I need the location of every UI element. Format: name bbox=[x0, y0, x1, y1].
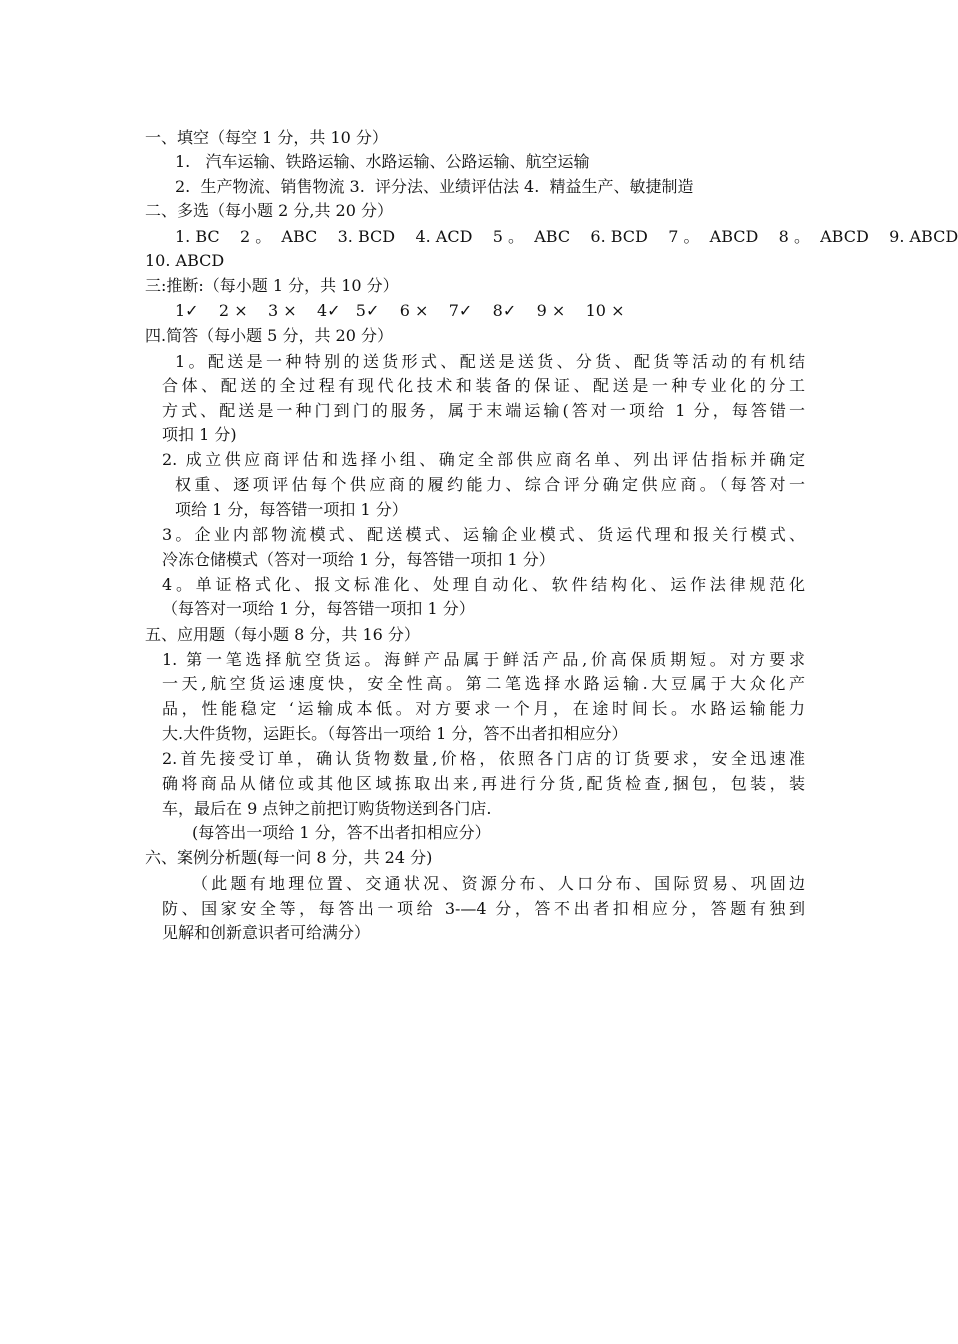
section-4-answer-2-line2: 权重、逐项评估每个供应商的履约能力、综合评分确定供应商。（每答对一 bbox=[175, 475, 805, 494]
section-4-answer-1-line3: 方式、配送是一种门到门的服务，属于末端运输(答对一项给 1 分，每答错一 bbox=[162, 401, 805, 420]
section-5-answer-1-line3: 品，性能稳定 ‘运输成本低。对方要求一个月，在途时间长。水路运输能力 bbox=[162, 699, 805, 718]
section-4-heading: 四.简答（每小题 5 分，共 20 分） bbox=[145, 326, 393, 345]
section-4-answer-4-line2: （每答对一项给 1 分，每答错一项扣 1 分） bbox=[162, 599, 475, 618]
section-2-answers-line1: 1. BC 2 。 ABC 3. BCD 4. ACD 5 。 ABC 6. BCD 7 。 ABCD 8 。 ABCD 9. ABCD bbox=[175, 227, 958, 246]
section-4-answer-1-line2: 合体、配送的全过程有现代化技术和装备的保证、配送是一种专业化的分工 bbox=[162, 376, 805, 395]
section-1-q1: 1. 汽车运输、铁路运输、水路运输、公路运输、航空运输 bbox=[175, 152, 590, 171]
section-2-heading: 二、多选（每小题 2 分,共 20 分） bbox=[145, 201, 393, 220]
section-5-heading: 五、应用题（每小题 8 分，共 16 分） bbox=[145, 625, 420, 644]
section-3-answers: 1✓ 2 × 3 × 4✓ 5✓ 6 × 7✓ 8✓ 9 × 10 × bbox=[175, 301, 625, 320]
section-6-line1: （此题有地理位置、交通状况、资源分布、人口分布、国际贸易、巩固边 bbox=[192, 874, 805, 893]
section-5-answer-2-line1: 2.首先接受订单，确认货物数量,价格，依照各门店的订货要求，安全迅速准 bbox=[162, 749, 805, 768]
section-6-line2: 防、国家安全等，每答出一项给 3-—4 分，答不出者扣相应分，答题有独到 bbox=[162, 899, 805, 918]
section-1-heading: 一、填空（每空 1 分，共 10 分） bbox=[145, 128, 388, 147]
section-5-answer-1-line2: 一天,航空货运速度快，安全性高。第二笔选择水路运输.大豆属于大众化产 bbox=[162, 674, 805, 693]
section-4-answer-3-line1: 3。企业内部物流模式、配送模式、运输企业模式、货运代理和报关行模式、 bbox=[162, 525, 805, 544]
section-5-answer-2-line4: (每答出一项给 1 分，答不出者扣相应分） bbox=[192, 823, 491, 842]
section-6-line3: 见解和创新意识者可给满分） bbox=[162, 923, 371, 942]
section-5-answer-2-line2: 确将商品从储位或其他区域拣取出来,再进行分货,配货检查,捆包，包装，装 bbox=[162, 774, 805, 793]
section-5-answer-1-line4: 大.大件货物，运距长。（每答出一项给 1 分，答不出者扣相应分） bbox=[162, 724, 628, 743]
section-3-heading: 三:推断:（每小题 1 分，共 10 分） bbox=[145, 276, 399, 295]
section-4-answer-1-line4: 项扣 1 分) bbox=[162, 425, 237, 444]
section-5-answer-1-line1: 1. 第一笔选择航空货运。海鲜产品属于鲜活产品,价高保质期短。对方要求 bbox=[162, 650, 805, 669]
section-4-answer-1-line1: 1。配送是一种特别的送货形式、配送是送货、分货、配货等活动的有机结 bbox=[175, 352, 805, 371]
section-4-answer-3-line2: 冷冻仓储模式（答对一项给 1 分，每答错一项扣 1 分） bbox=[162, 550, 555, 569]
section-4-answer-2-line1: 2. 成立供应商评估和选择小组、确定全部供应商名单、列出评估指标并确定 bbox=[162, 450, 805, 469]
section-4-answer-2-line3: 项给 1 分，每答错一项扣 1 分） bbox=[175, 500, 408, 519]
section-6-heading: 六、案例分析题(每一问 8 分，共 24 分) bbox=[145, 848, 433, 867]
section-4-answer-4-line1: 4。单证格式化、报文标准化、处理自动化、软件结构化、运作法律规范化 bbox=[162, 575, 805, 594]
section-2-answers-line2: 10. ABCD bbox=[145, 251, 225, 270]
section-5-answer-2-line3: 车，最后在 9 点钟之前把订购货物送到各门店. bbox=[162, 799, 492, 818]
section-1-q2: 2. 生产物流、销售物流 3. 评分法、业绩评估法 4. 精益生产、敏捷制造 bbox=[175, 177, 694, 196]
